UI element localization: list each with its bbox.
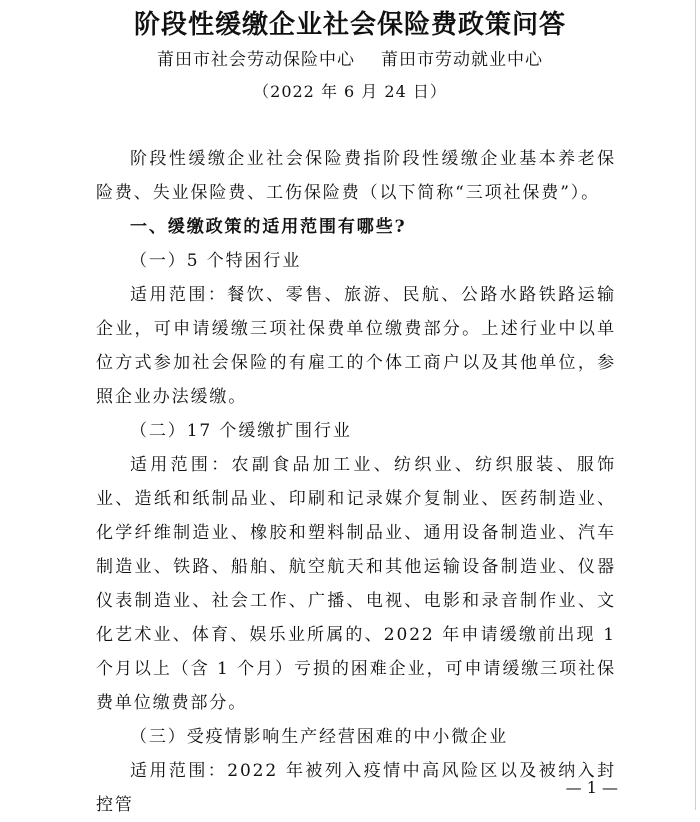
subsection-heading-2: （二）17 个缓缴扩围行业: [130, 421, 352, 441]
issuers-line: [0, 48, 700, 72]
issuer-1: 莆田市社会劳动保险中心: [157, 50, 355, 70]
intro-paragraph: 阶段性缓缴企业社会保险费指阶段性缓缴企业基本养老保险费、失业保险费、工伤保险费（以下简称“三项社保费”）。: [96, 149, 616, 203]
document-body: [96, 142, 616, 822]
issuer-2: 莆田市劳动就业中心: [381, 50, 543, 70]
subsection-text-3: 适用范围：2022 年被列入疫情中高风险区以及被纳入封控管: [96, 761, 616, 815]
subsection-heading-1: （一）5 个特困行业: [130, 251, 302, 271]
document-title: 阶段性缓缴企业社会保险费政策问答: [133, 10, 566, 40]
document-date: （2022 年 6 月 24 日）: [253, 82, 447, 101]
subsection-text-1: 适用范围：餐饮、零售、旅游、民航、公路水路铁路运输企业，可申请缓缴三项社保费单位缴费部分。上述行业中以单位方式参加社会保险的有雇工的个体工商户以及其他单位，参照企业办法缓缴。: [96, 285, 616, 407]
page-number: — 1 —: [565, 778, 618, 797]
section-heading-1: 一、缓缴政策的适用范围有哪些?: [130, 217, 407, 237]
subsection-heading-3: （三）受疫情影响生产经营困难的中小微企业: [130, 727, 508, 747]
subsection-text-2: 适用范围：农副食品加工业、纺织业、纺织服装、服饰业、造纸和纸制品业、印刷和记录媒介复制业、医药制造业、化学纤维制造业、橡胶和塑料制品业、通用设备制造业、汽车制造业、铁路、船舶、航空航天和其他运输设备制造业、仪器仪表制造业、社会工作、广播、电视、电影和录音制作业、文化艺术业、体育、娱乐业所属的、2022 年申请缓缴前出现 1 个月以上（含 1 个月）亏损的困难企业，可申请缓缴三项社保费单位缴费部分。: [96, 455, 616, 713]
page-edge: [695, 0, 696, 810]
